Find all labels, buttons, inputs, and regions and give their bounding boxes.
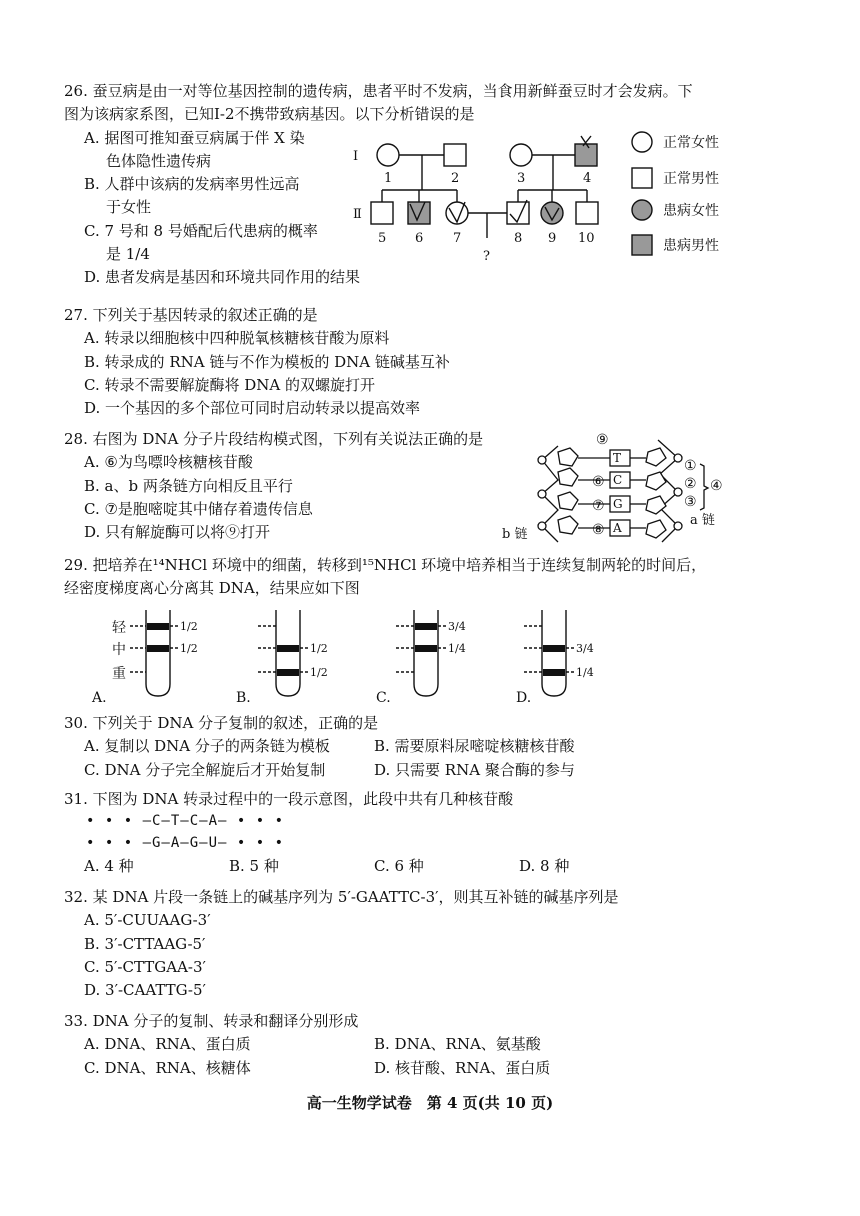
question-32 <box>64 886 744 1002</box>
legend-affected-male: 患病男性 <box>663 238 719 254</box>
label-9: 9 <box>548 231 557 246</box>
tube-c-band-light <box>415 623 437 630</box>
gen-label-1: Ⅰ <box>353 149 359 164</box>
q27-option-d: D. 一个基因的多个部位可同时启动转录以提高效率 <box>84 399 421 417</box>
q32-option-c: C. 5′-CTTGAA-3′ <box>84 957 206 976</box>
label-8: ⑧ <box>592 522 605 538</box>
q27-stem: 27. 下列关于基因转录的叙述正确的是 <box>64 306 318 324</box>
q26-option-a: A. 据图可推知蚕豆病属于伴 X 染 色体隐性遗传病 <box>84 128 305 170</box>
page-footer: 高一生物学试卷 第 4 页(共 10 页) <box>306 1094 554 1112</box>
label-1: 1 <box>384 171 393 186</box>
label-1: ① <box>684 458 697 474</box>
tube-a-label: A. <box>92 690 107 706</box>
question-27 <box>64 304 744 420</box>
q28-option-b: B. a、b 两条链方向相反且平行 <box>84 476 293 495</box>
q26-stem-line2: 图为该病家系图，已知Ⅰ-2不携带致病基因。以下分析错误的是 <box>64 105 475 124</box>
tube-b-band-middle <box>277 645 299 652</box>
q26-option-b: B. 人群中该病的发病率男性远高 于女性 <box>84 175 300 217</box>
label-6: ⑥ <box>592 474 605 490</box>
individual-10 <box>576 202 598 224</box>
q33-options-row1 <box>64 1033 744 1056</box>
dna-structure-diagram <box>500 430 740 550</box>
q28-option-c: C. ⑦是胞嘧啶其中储存着遗传信息 <box>84 499 313 518</box>
legend-normal-female: 正常女性 <box>663 135 719 151</box>
tube-c-band-middle <box>415 645 437 652</box>
gen-label-2: Ⅱ <box>353 207 362 222</box>
base-c: C <box>613 473 623 487</box>
q31-option-a: A. 4 种 <box>84 856 134 875</box>
frac-c2: 1/4 <box>448 642 466 655</box>
frac-b2: 1/2 <box>310 666 328 679</box>
question-33 <box>64 1010 744 1080</box>
q33-option-c: C. DNA、RNA、核糖体 <box>84 1058 251 1077</box>
label-7: 7 <box>453 231 462 246</box>
label-9: ⑨ <box>596 432 609 448</box>
base-t: T <box>613 451 622 465</box>
q27-option-c: C. 转录不需要解旋酶将 DNA 的双螺旋打开 <box>84 375 376 394</box>
tube-d-band-middle <box>543 645 565 652</box>
tube-d-label: D. <box>516 690 532 706</box>
question-29 <box>64 554 764 601</box>
q28-stem: 28. 右图为 DNA 分子片段结构模式图，下列有关说法正确的是 <box>64 430 484 448</box>
q32-stem: 32. 某 DNA 片段一条链上的碱基序列为 5′-GAATTC-3′，则其互补链的碱基序列是 <box>64 888 619 906</box>
q30-stem: 30. 下列关于 DNA 分子复制的叙述，正确的是 <box>64 714 379 732</box>
q31-sequence-rna: • • • —G—A—G—U— • • • <box>86 834 285 851</box>
q31-sequence-dna: • • • —C—T—C—A— • • • <box>86 813 285 830</box>
tube-a-band-light <box>147 623 169 630</box>
q28-option-a: A. ⑥为鸟嘌呤核糖核苷酸 <box>84 453 253 472</box>
individual-5 <box>371 202 393 224</box>
tube-a-band-middle <box>147 645 169 652</box>
a-chain-label: a 链 <box>690 513 715 528</box>
label-8: 8 <box>514 231 523 246</box>
q26-stem-line1: 26. 蚕豆病是由一对等位基因控制的遗传病，患者平时不发病，当食用新鲜蚕豆时才会发病。下 <box>64 82 693 100</box>
q30-options-row2 <box>64 759 744 782</box>
label-unknown: ? <box>483 249 490 264</box>
q33-option-d: D. 核苷酸、RNA、蛋白质 <box>374 1058 551 1077</box>
q29-stem-2: 经密度梯度离心分离其 DNA，结果应如下图 <box>64 579 360 598</box>
q32-option-d: D. 3′-CAATTG-5′ <box>84 981 206 999</box>
label-3: 3 <box>517 171 526 186</box>
individual-3 <box>510 144 532 166</box>
q29-stem-1: 29. 把培养在¹⁴NHCl 环境中的细菌，转移到¹⁵NHCl 环境中培养相当于连续复制两轮的时间后， <box>64 556 707 574</box>
legend-normal-male-icon <box>632 168 652 188</box>
q31-stem: 31. 下图为 DNA 转录过程中的一段示意图，此段中共有几种核苷酸 <box>64 790 514 808</box>
q30-option-b: B. 需要原料尿嘧啶核糖核苷酸 <box>374 737 575 756</box>
label-4: 4 <box>583 171 592 186</box>
q32-option-b: B. 3′-CTTAAG-5′ <box>84 934 206 953</box>
centrifuge-tubes <box>90 606 610 706</box>
individual-4 <box>575 144 597 166</box>
q26-option-c: C. 7 号和 8 号婚配后代患病的概率 是 1/4 <box>84 221 318 263</box>
frac-a2: 1/2 <box>180 642 198 655</box>
legend-affected-female-icon <box>632 200 652 220</box>
label-5: 5 <box>378 231 387 246</box>
legend-affected-female: 患病女性 <box>663 203 719 219</box>
base-g: G <box>613 497 623 511</box>
label-3: ③ <box>684 494 697 510</box>
q33-option-b: B. DNA、RNA、氨基酸 <box>374 1035 541 1054</box>
frac-d1: 3/4 <box>576 642 594 655</box>
question-28 <box>64 428 514 544</box>
tube-b-band-heavy <box>277 669 299 676</box>
base-a: A <box>613 521 622 535</box>
q31-options <box>64 855 744 878</box>
q33-stem: 33. DNA 分子的复制、转录和翻译分别形成 <box>64 1012 359 1030</box>
question-30 <box>64 712 744 782</box>
q28-option-d: D. 只有解旋酶可以将⑨打开 <box>84 523 271 541</box>
q33-options-row2 <box>64 1057 744 1080</box>
q33-option-a: A. DNA、RNA、蛋白质 <box>84 1035 251 1054</box>
label-heavy: 重 <box>112 666 126 682</box>
frac-c1: 3/4 <box>448 620 466 633</box>
q30-options-row1 <box>64 735 744 758</box>
q30-option-d: D. 只需要 RNA 聚合酶的参与 <box>374 760 575 779</box>
q30-option-a: A. 复制以 DNA 分子的两条链为模板 <box>84 737 330 756</box>
label-2: ② <box>684 476 697 492</box>
pedigree-legend <box>630 128 760 258</box>
q31-option-d: D. 8 种 <box>519 856 570 875</box>
q31-option-c: C. 6 种 <box>374 856 424 875</box>
legend-normal-female-icon <box>632 132 652 152</box>
tube-b-label: B. <box>236 690 251 706</box>
question-31 <box>64 788 744 878</box>
tube-c-label: C. <box>376 690 391 706</box>
q31-option-b: B. 5 种 <box>229 856 279 875</box>
b-chain-label: b 链 <box>502 527 528 542</box>
label-2: 2 <box>451 171 460 186</box>
q30-option-c: C. DNA 分子完全解旋后才开始复制 <box>84 760 326 779</box>
label-6: 6 <box>415 231 424 246</box>
legend-normal-male: 正常男性 <box>663 171 719 187</box>
frac-b1: 1/2 <box>310 642 328 655</box>
q27-option-a: A. 转录以细胞核中四种脱氧核糖核苷酸为原料 <box>84 329 390 348</box>
q32-option-a: A. 5′-CUUAAG-3′ <box>84 911 211 930</box>
q27-option-b: B. 转录成的 RNA 链与不作为模板的 DNA 链碱基互补 <box>84 352 450 371</box>
label-4: ④ <box>710 478 723 494</box>
pedigree-diagram <box>345 128 615 268</box>
individual-1 <box>377 144 399 166</box>
tube-d-band-heavy <box>543 669 565 676</box>
legend-affected-male-icon <box>632 235 652 255</box>
q26-option-d: D. 患者发病是基因和环境共同作用的结果 <box>84 268 361 286</box>
individual-2 <box>444 144 466 166</box>
label-middle: 中 <box>112 642 126 658</box>
label-10: 10 <box>578 231 595 246</box>
label-light: 轻 <box>112 620 126 636</box>
frac-a1: 1/2 <box>180 620 198 633</box>
label-7: ⑦ <box>592 498 605 514</box>
frac-d2: 1/4 <box>576 666 594 679</box>
